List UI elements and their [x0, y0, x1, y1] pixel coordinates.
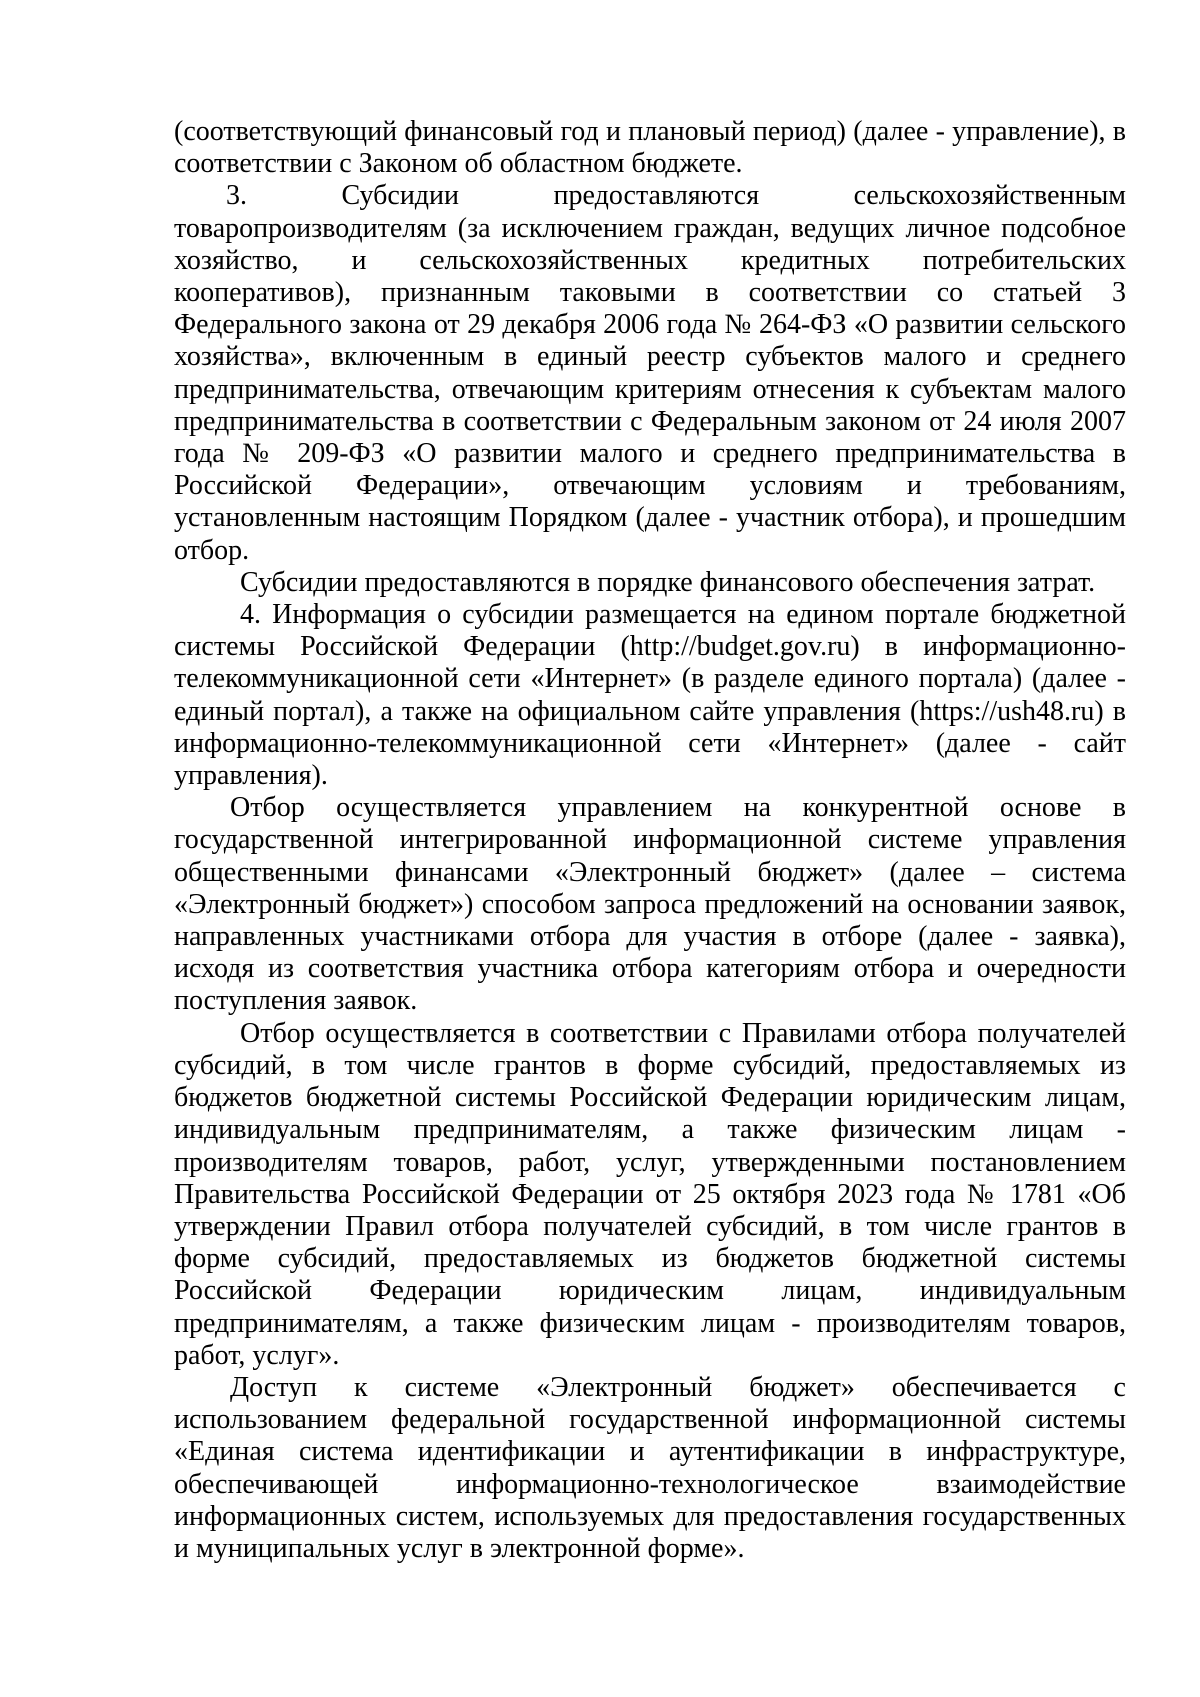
paragraph-item-4: 4. Информация о субсидии размещается на едином портале бюджетной системы Российской Федерации (http://budget.gov.ru) в информационно-телекоммуникационной сети «Интернет» (в разделе единого портала) (далее - единый портал), а также на официальном сайте управления (https://ush48.ru) в информационно-телекоммуникационной сети «Интернет» (далее - сайт управления). [174, 599, 1126, 792]
paragraph-selection-rules: Отбор осуществляется в соответствии с Правилами отбора получателей субсидий, в том числе грантов в форме субсидий, предоставляемых из бюджетов бюджетной системы Российской Федерации юридическим лицам, индивидуальным предпринимателям, а также физическим лицам - производителям товаров, работ, услуг, утвержденными постановлением Правительства Российской Федерации от 25 октября 2023 года № 1781 «Об утверждении Правил отбора получателей субсидий, в том числе грантов в форме субсидий, предоставляемых из бюджетов бюджетной системы Российской Федерации юридическим лицам, индивидуальным предпринимателям, а также физическим лицам - производителям товаров, работ, услуг». [174, 1017, 1126, 1371]
paragraph-financing: Субсидии предоставляются в порядке финансового обеспечения затрат. [240, 566, 1096, 598]
paragraph-continuation: (соответствующий финансовый год и плановый период) (далее - управление), в соответствии с Законом об областном бюджете. [174, 116, 1126, 180]
paragraph-item-3: 3. Субсидии предоставляются сельскохозяйственным товаропроизводителям (за исключением граждан, ведущих личное подсобное хозяйство, и сельскохозяйственных кредитных потребительских кооперативов), признанным таковыми в соответствии со статьей 3 Федерального закона от 29 декабря 2006 года № 264-ФЗ «О развитии сельского хозяйства», включенным в единый реестр субъектов малого и среднего предпринимательства, отвечающим критериям отнесения к субъектам малого предпринимательства в соответствии с Федеральным законом от 24 июля 2007 года № 209-ФЗ «О развитии малого и среднего предпринимательства в Российской Федерации», отвечающим условиям и требованиям, установленным настоящим Порядком (далее - участник отбора), и прошедшим отбор. [174, 180, 1126, 566]
paragraph-selection: Отбор осуществляется управлением на конкурентной основе в государственной интегрированной информационной системе управления общественными финансами «Электронный бюджет» (далее – система «Электронный бюджет») способом запроса предложений на основании заявок, направленных участниками отбора для участия в отборе (далее - заявка), исходя из соответствия участника отбора категориям отбора и очередности поступления заявок. [174, 792, 1126, 1017]
paragraph-access: Доступ к системе «Электронный бюджет» обеспечивается с использованием федеральной государственной информационной системы «Единая система идентификации и аутентификации в инфраструктуре, обеспечивающей информационно-технологическое взаимодействие информационных систем, используемых для предоставления государственных и муниципальных услуг в электронной форме». [174, 1371, 1126, 1564]
document-body [174, 116, 1126, 1565]
